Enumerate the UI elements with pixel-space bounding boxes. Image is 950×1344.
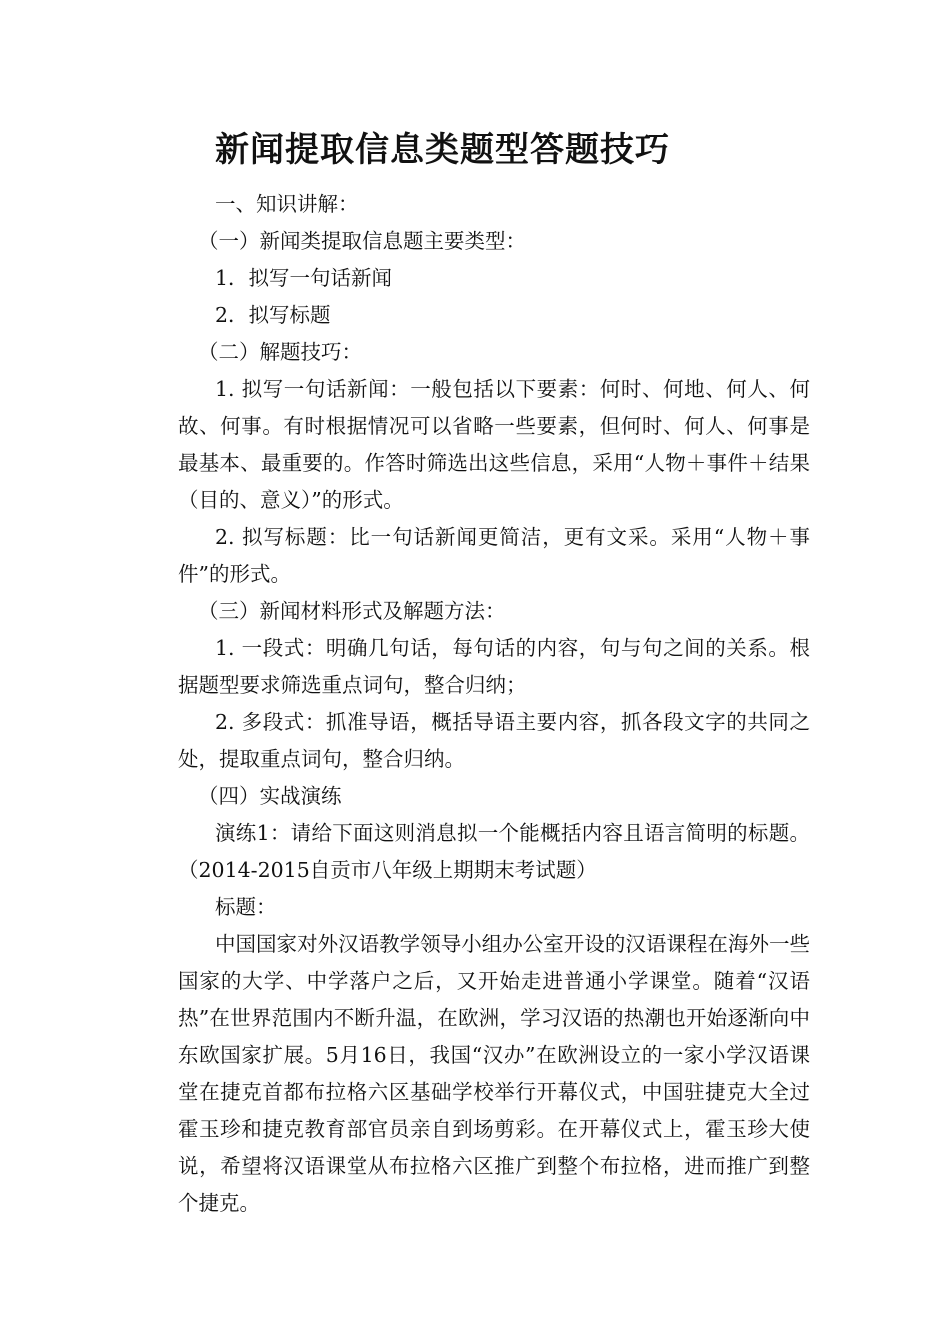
news-passage: 中国国家对外汉语教学领导小组办公室开设的汉语课程在海外一些国家的大学、中学落户之后，又开始走进普通小学课堂。随着“汉语热”在世界范围内不断升温，在欧洲，学习汉语的热潮也开始逐渐向中东欧国家扩展。5月16日，我国“汉办”在欧洲设立的一家小学汉语课堂在捷克首都布拉格六区基础学校举行开幕仪式，中国驻捷克大全过霍玉珍和捷克教育部官员亲自到场剪彩。在开幕仪式上，霍玉珍大使说，希望将汉语课堂从布拉格六区推广到整个布拉格，进而推广到整个捷克。 (178, 932, 810, 1215)
list-item-headline: 2．拟写标题 (215, 303, 331, 327)
practice-question: 演练1：请给下面这则消息拟一个能概括内容且语言简明的标题。（2014-2015自贡市八年级上期期末考试题） (178, 821, 810, 882)
subsection-heading-methods: （三）新闻材料形式及解题方法： (198, 599, 506, 623)
subsection-heading-practice: （四）实战演练 (198, 784, 342, 808)
paragraph-technique-two: 2. 拟写标题：比一句话新闻更简洁，更有文采。采用“人物＋事件”的形式。 (178, 525, 810, 586)
subsection-heading-techniques: （二）解题技巧： (198, 340, 362, 364)
paragraph-method-one: 1. 一段式：明确几句话，每句话的内容，句与句之间的关系。根据题型要求筛选重点词句，整合归纳； (178, 636, 810, 697)
paragraph-method-two: 2. 多段式：抓准导语，概括导语主要内容，抓各段文字的共同之处，提取重点词句，整合归纳。 (178, 710, 810, 771)
list-item-one-sentence-news: 1．拟写一句话新闻 (215, 266, 393, 290)
section-heading-knowledge: 一、知识讲解： (215, 192, 359, 216)
subsection-heading-types: （一）新闻类提取信息题主要类型： (198, 229, 526, 253)
paragraph-technique-one: 1. 拟写一句话新闻：一般包括以下要素：何时、何地、何人、何故、何事。有时根据情况可以省略一些要素，但何时、何人、何事是最基本、最重要的。作答时筛选出这些信息，采用“人物＋事件＋结果（目的、意义）”的形式。 (178, 377, 810, 512)
document-body (178, 186, 810, 1222)
document-title: 新闻提取信息类题型答题技巧 (215, 130, 670, 170)
answer-label: 标题： (215, 895, 277, 919)
